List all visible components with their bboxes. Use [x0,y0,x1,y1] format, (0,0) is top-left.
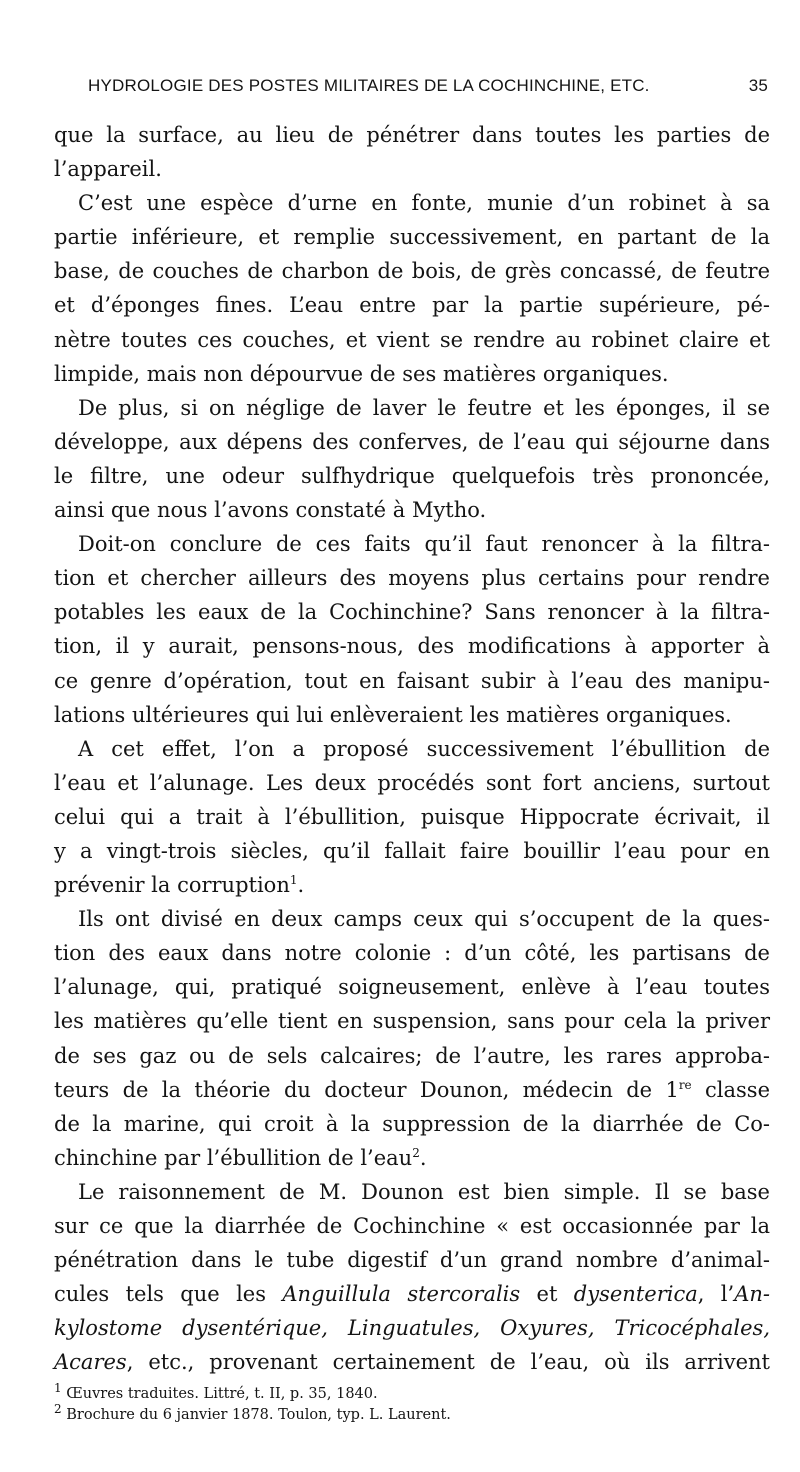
text-line [54,323,770,357]
text-line [54,834,770,868]
footnote [54,1381,770,1405]
line-text: base, de couches de charbon de bois, de grès concassé, de feutre [54,259,770,284]
text-line [54,527,770,561]
line-text: partie inférieure, et remplie successivement, en partant de la [54,225,770,250]
text-line [54,1243,770,1277]
line-text: tion, il y aurait, pensons-nous, des modifications à apporter à [54,634,770,659]
line-text: celui qui a trait à l’ébullition, puisque Hippocrate écrivait, il [54,804,770,829]
line-text: le filtre, une odeur sulfhydrique quelquefois très prononcée, [54,463,770,488]
body-text [54,118,770,1379]
text-line [54,595,770,629]
line-text: développe, aux dépens des conferves, de l’eau qui séjourne dans [54,429,770,454]
text-line [54,254,770,288]
line-text: l’alunage, qui, pratiqué soigneusement, enlève à l’eau toutes [54,975,770,1000]
line-text: prévenir la corruption [54,873,290,898]
line-text: l’appareil. [54,157,162,182]
text-line [54,357,770,391]
text-line [54,391,770,425]
line-text: lations ultérieures qui lui enlèveraient les matières organiques. [54,702,732,727]
line-text: Le raisonnement de M. Dounon est bien simple. Il se base [78,1179,770,1204]
line-text: nètre toutes ces couches, et vient se rendre au robinet claire et [54,327,770,352]
text-line [54,152,770,186]
text-line [54,698,770,732]
line-italic2: dysenterica [573,1282,698,1307]
line-text: tion et chercher ailleurs des moyens plus certains pour rendre [54,566,770,591]
text-line [54,629,770,663]
line-italic: Anguillula stercoralis [282,1282,521,1307]
text-line [54,118,770,152]
footnote-mark: 2 [54,1402,62,1417]
text-line [54,1311,770,1345]
footnote-text: Brochure du 6 janvier 1878. Toulon, typ. L. Laurent. [61,1407,451,1423]
line-tail: . [297,873,305,898]
line-sup: 1 [289,873,298,888]
line-text: teurs de la théorie du docteur Dounon, médecin de 1 [54,1077,679,1102]
text-line [54,186,770,220]
text-line [54,288,770,322]
line-text: chinchine par l’ébullition de l’eau [54,1145,413,1170]
line-text: potables les eaux de la Cochinchine? Sans renoncer à la filtra- [54,600,770,625]
text-line [54,868,770,902]
line-text: Ils ont divisé en deux camps ceux qui s’occupent de la ques- [78,907,770,932]
line-text: les matières qu’elle tient en suspension, sans pour cela la priver [54,1009,770,1034]
line-tail: . [419,1145,427,1170]
line-text: limpide, mais non dépourvue de ses matières organiques. [54,361,669,386]
text-line [54,1277,770,1311]
line-mid: et [520,1282,574,1307]
text-line [54,1345,770,1379]
line-text: ainsi que nous l’avons constaté à Mytho. [54,498,487,523]
text-line [54,664,770,698]
footnote [54,1402,770,1426]
line-tail: classe [691,1077,770,1102]
text-line [54,459,770,493]
text-line [54,936,770,970]
running-head-title: HYDROLOGIE DES POSTES MILITAIRES DE LA COCHINCHINE, ETC. [88,76,650,95]
line-text: tion des eaux dans notre colonie : d’un côté, les partisans de [54,941,770,966]
line-text: que la surface, au lieu de pénétrer dans toutes les parties de [54,123,770,147]
text-line [54,1073,770,1107]
line-sup: 2 [412,1145,420,1160]
text-line [54,800,770,834]
text-line [54,493,770,527]
line-text: A cet effet, l’on a proposé successivement l’ébullition de [78,736,770,761]
line-tail: , etc., provenant certainement de l’eau, où ils arrivent [126,1350,770,1375]
text-line [54,1209,770,1243]
line-italic3: An- [734,1282,770,1307]
text-line [54,561,770,595]
text-line [54,1004,770,1038]
text-line [54,1175,770,1209]
line-text: Doit-on conclure de ces faits qu’il faut renoncer à la filtra- [78,532,770,557]
text-line [54,1039,770,1073]
line-sup: re [678,1077,692,1092]
line-tail: , l’ [697,1282,735,1307]
line-text: pénétration dans le tube digestif d’un grand nombre d’animal- [54,1248,770,1273]
line-text: sur ce que la diarrhée de Cochinchine « est occasionnée par la [54,1214,770,1238]
line-text: ce genre d’opération, tout en faisant subir à l’eau des manipu- [54,668,770,693]
line-text: C’est une espèce d’urne en fonte, munie d’un robinet à sa [78,191,770,216]
text-line [54,1141,770,1175]
text-line [54,732,770,766]
line-italic: Acares [54,1350,127,1375]
page-number: 35 [748,76,768,95]
text-line [54,425,770,459]
text-line [54,902,770,936]
text-line [54,220,770,254]
line-text: l’eau et l’alunage. Les deux procédés sont fort anciens, surtout [54,770,770,795]
text-line [54,766,770,800]
line-text: y a vingt-trois siècles, qu’il fallait faire bouillir l’eau pour en [54,838,770,863]
text-line [54,970,770,1004]
text-line [54,1107,770,1141]
line-italic: kylostome dysentérique, Linguatules, Oxyures, Tricocéphales, [54,1316,770,1341]
line-text: et d’éponges fines. L’eau entre par la partie supérieure, pé- [54,293,770,318]
footnote-mark: 1 [54,1381,62,1396]
line-text: de la marine, qui croit à la suppression de la diarrhée de Co- [54,1111,770,1136]
line-text: de ses gaz ou de sels calcaires; de l’autre, les rares approba- [54,1043,770,1068]
footnotes [54,1381,770,1426]
line-text: cules tels que les [54,1282,283,1307]
line-text: De plus, si on néglige de laver le feutre et les éponges, il se [78,395,770,420]
footnote-text: Œuvres traduites. Littré, t. II, p. 35, 1840. [61,1386,378,1402]
